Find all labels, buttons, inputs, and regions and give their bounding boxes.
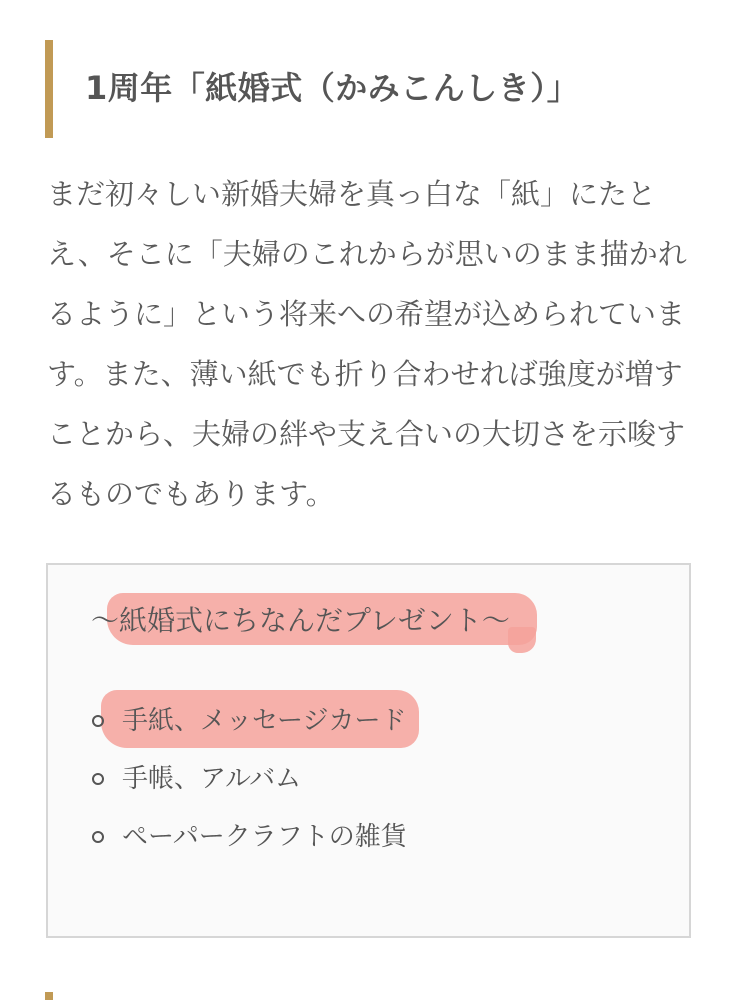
gift-box-title: 〜紙婚式にちなんだプレゼント〜 [91, 604, 510, 637]
list-item-label: 手紙、メッセージカード [122, 706, 407, 736]
body-paragraph: まだ初々しい新婚夫婦を真っ白な「紙」にたとえ、そこに「夫婦のこれからが思いのまま描かれるように」という将来への希望が込められています。また、薄い紙でも折り合わせれば強度が増すことから、夫婦の絆や支え合いの大切さを示唆するものでもあります。 [47, 177, 687, 511]
heading-title: 1周年「紙婚式（かみこんしき）」 [85, 69, 580, 107]
circle-bullet-icon [92, 715, 104, 727]
circle-bullet-icon [92, 773, 104, 785]
gift-suggestions-box [46, 563, 691, 938]
list-item-label: 手帳、アルバム [122, 764, 302, 794]
section-heading [45, 40, 705, 138]
circle-bullet-icon [92, 831, 104, 843]
heading-accent-bar [45, 40, 53, 138]
next-heading-accent-bar [45, 992, 53, 1000]
list-item-label: ペーパークラフトの雑貨 [122, 822, 407, 852]
title-marker-highlight-tail [508, 627, 536, 653]
